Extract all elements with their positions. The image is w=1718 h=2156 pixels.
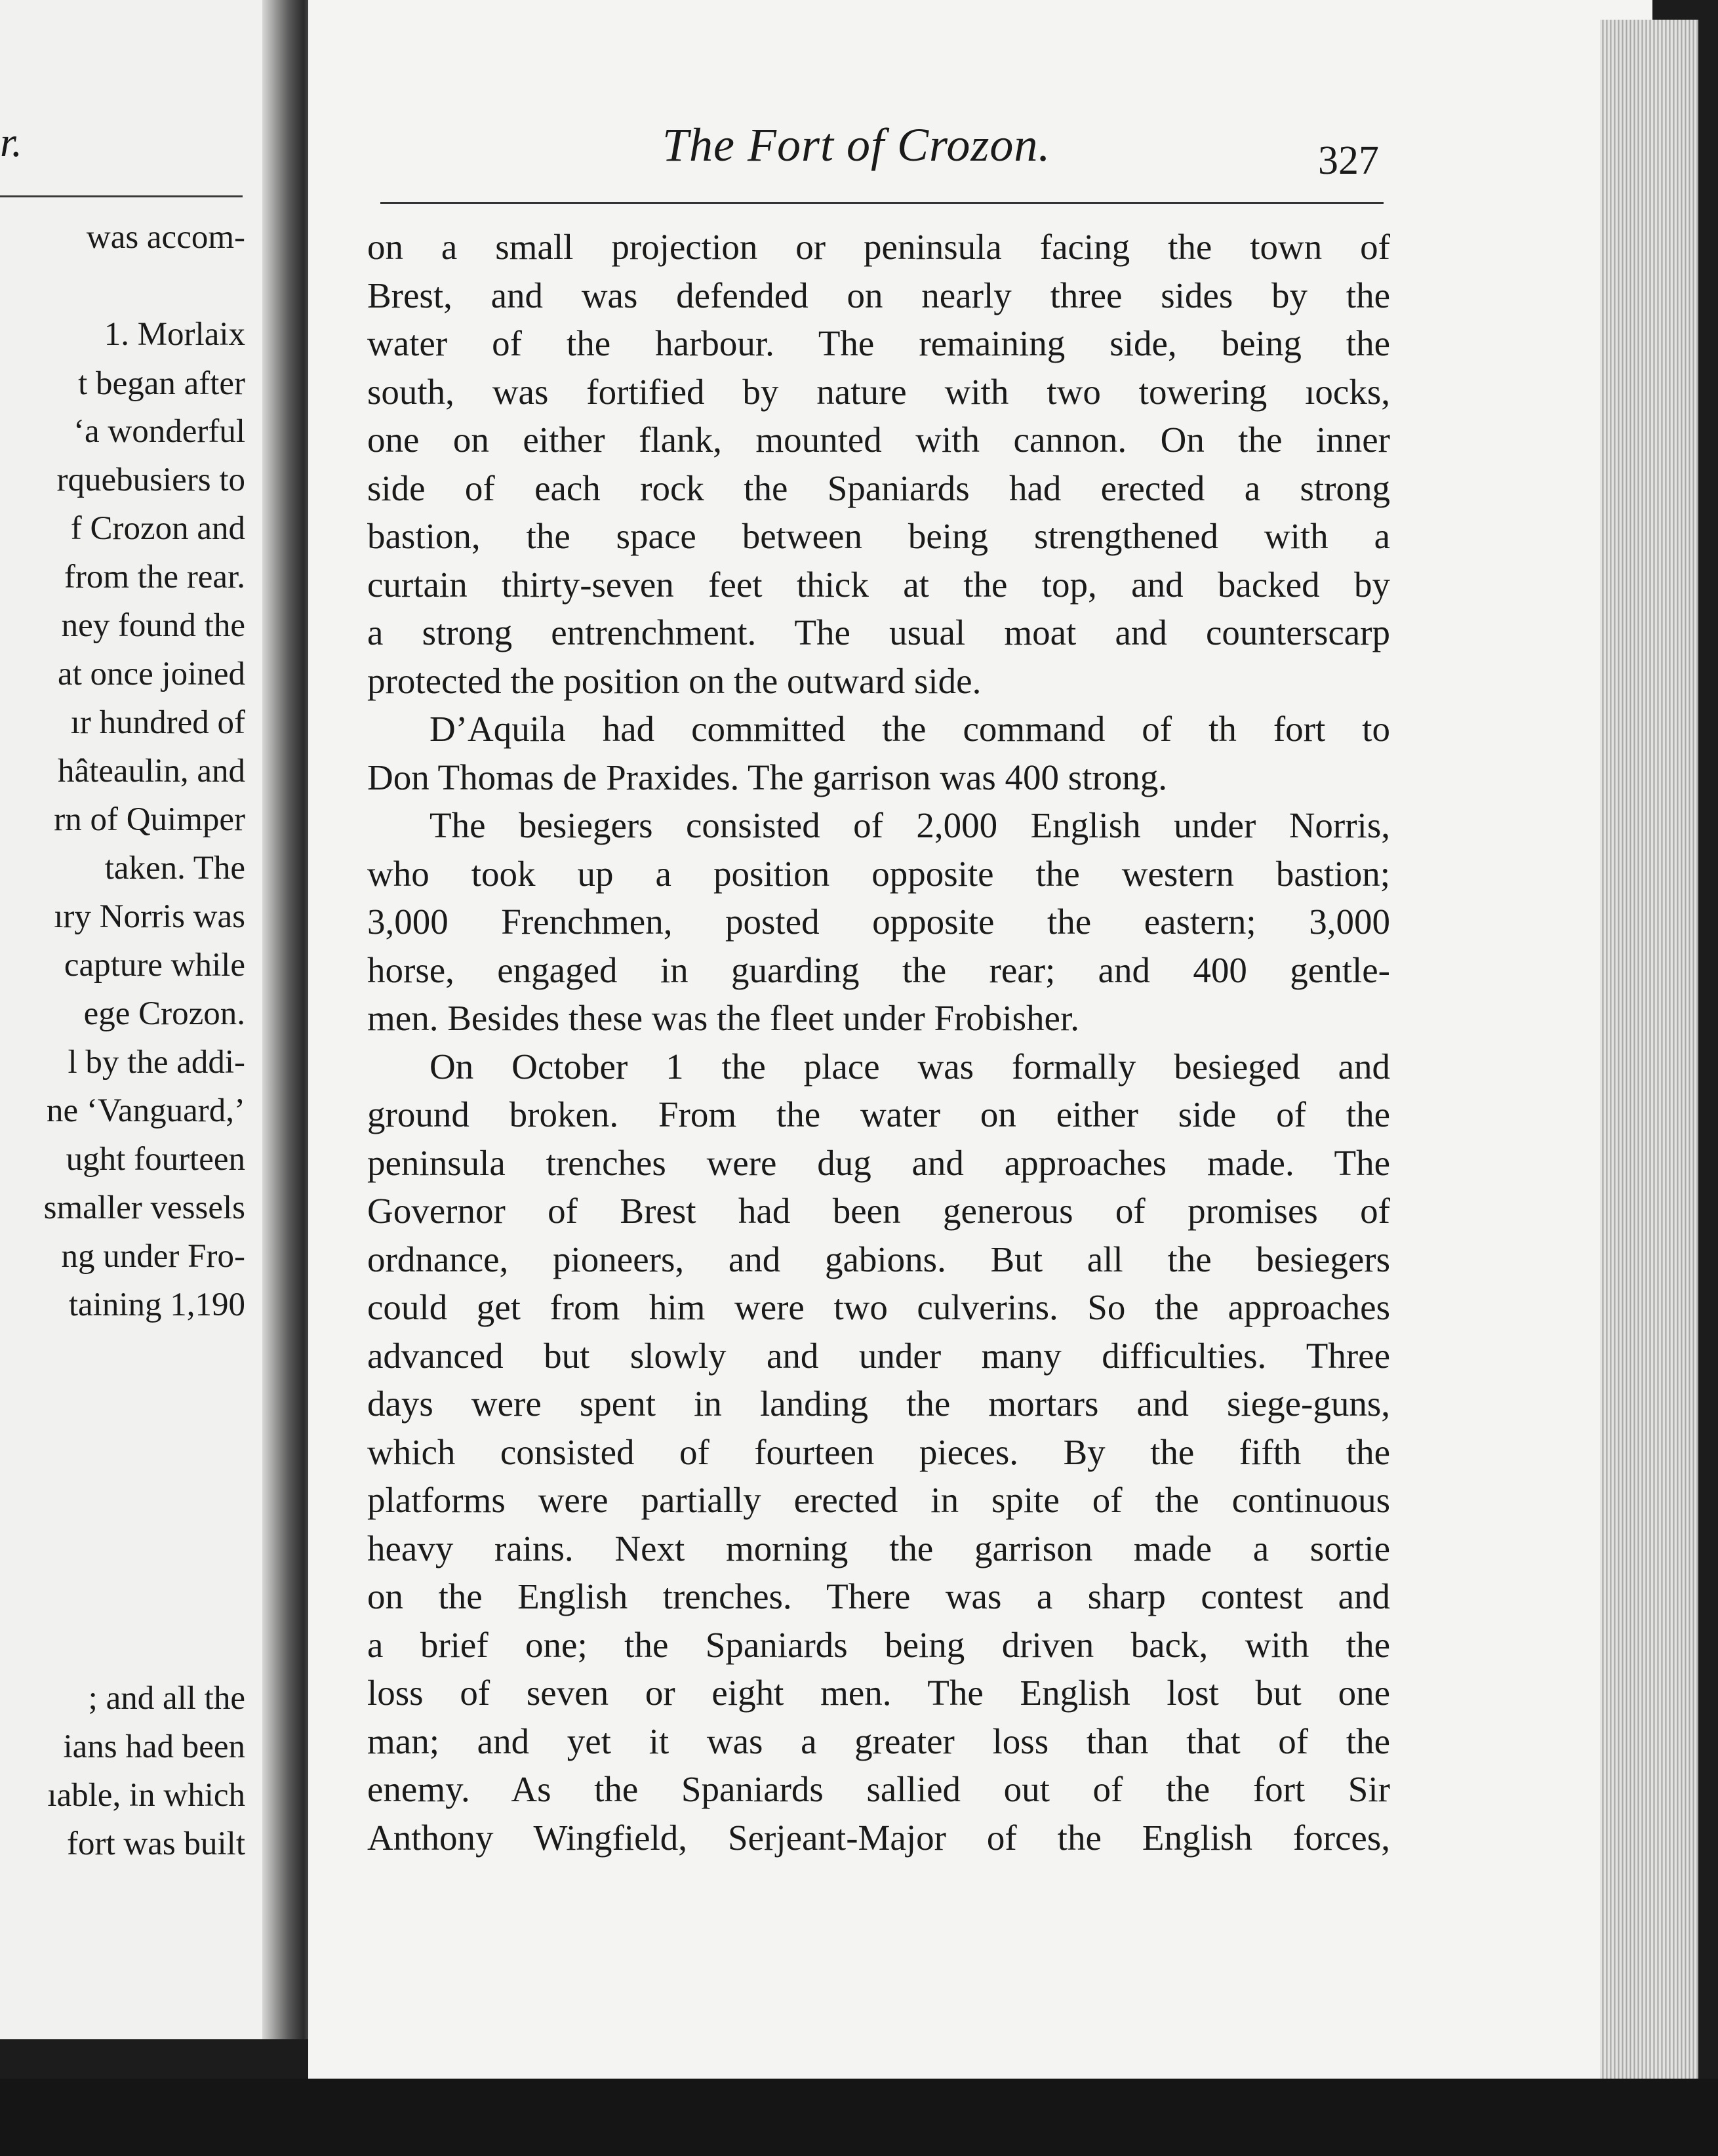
text-line: loss of seven or eight men. The English lost but one	[367, 1673, 1390, 1713]
text-line: water of the harbour. The remaining side, being the	[367, 323, 1390, 363]
page-edges	[1600, 20, 1698, 2085]
running-head: The Fort of Crozon.	[662, 119, 1051, 171]
text-line: ordnance, pioneers, and gabions. But all the besiegers	[367, 1239, 1390, 1279]
text-line: ground broken. From the water on either side of the	[367, 1094, 1390, 1134]
text-line: On October 1 the place was formally besieged and	[429, 1046, 1390, 1087]
left-text-line: taining 1,190	[68, 1287, 245, 1323]
text-line: curtain thirty-seven feet thick at the top, and backed by	[367, 564, 1390, 605]
text-line: The besiegers consisted of 2,000 English under Norris,	[429, 805, 1390, 845]
left-text-line: taken. The	[104, 850, 245, 887]
text-line: man; and yet it was a greater loss than that of the	[367, 1721, 1390, 1761]
left-text-line: ne ‘Vanguard,’	[46, 1092, 245, 1129]
text-line: a brief one; the Spaniards being driven back, with the	[367, 1624, 1390, 1665]
left-text-line: 1. Morlaix	[104, 316, 245, 353]
left-text-line: f Crozon and	[70, 510, 245, 547]
text-line: Brest, and was defended on nearly three sides by the	[367, 275, 1390, 315]
scan-bottom-shadow	[0, 2079, 1718, 2156]
left-text-line: ıry Norris was	[54, 898, 245, 935]
left-text-line: ; and all the	[88, 1680, 245, 1717]
text-line: Governor of Brest had been generous of promises of	[367, 1191, 1390, 1231]
text-line: one on either flank, mounted with cannon. On the inner	[367, 420, 1390, 460]
text-line: south, was fortified by nature with two towering ıocks,	[367, 371, 1390, 412]
left-head-rule	[0, 195, 243, 197]
text-line: men. Besides these was the fleet under Frobisher.	[367, 998, 1079, 1038]
text-line: enemy. As the Spaniards sallied out of the fort Sir	[367, 1769, 1390, 1809]
head-rule	[380, 202, 1384, 204]
text-line: on a small projection or peninsula facing the town of	[367, 227, 1390, 267]
left-text-line: was accom-	[86, 219, 245, 256]
left-text-line: from the rear.	[64, 559, 245, 595]
left-text-line: at once joined	[57, 656, 245, 692]
left-running-head-fragment: r.	[0, 119, 22, 165]
text-line: advanced but slowly and under many difficulties. Three	[367, 1335, 1390, 1376]
text-line: D’Aquila had committed the command of th fort to	[429, 709, 1390, 749]
text-line: Anthony Wingfield, Serjeant-Major of the English forces,	[367, 1817, 1390, 1858]
left-text-line: ıable, in which	[47, 1777, 245, 1814]
body-text	[367, 223, 1390, 1862]
left-text-line: capture while	[64, 947, 245, 984]
text-line: 3,000 Frenchmen, posted opposite the eastern; 3,000	[367, 902, 1390, 942]
left-text-line: ır hundred of	[70, 704, 245, 741]
text-line: which consisted of fourteen pieces. By the fifth the	[367, 1431, 1390, 1472]
text-line: side of each rock the Spaniards had erected a strong	[367, 468, 1390, 508]
text-line: horse, engaged in guarding the rear; and 400 gentle-	[367, 949, 1390, 990]
text-line: protected the position on the outward side.	[367, 660, 982, 701]
left-text-line: t began after	[78, 365, 245, 402]
text-line: who took up a position opposite the western bastion;	[367, 853, 1390, 894]
left-text-line: rn of Quimper	[54, 801, 245, 838]
left-text-line: fort was built	[67, 1826, 245, 1862]
text-line: peninsula trenches were dug and approaches made. The	[367, 1142, 1390, 1183]
text-line: a strong entrenchment. The usual moat and counterscarp	[367, 612, 1390, 652]
page-number: 327	[1318, 138, 1379, 183]
left-text-line: ught fourteen	[66, 1141, 245, 1178]
text-line: Don Thomas de Praxides. The garrison was 400 strong.	[367, 757, 1168, 797]
text-line: bastion, the space between being strengthened with a	[367, 516, 1390, 556]
left-text-line: ege Crozon.	[83, 995, 245, 1032]
left-text-line: ians had been	[63, 1728, 245, 1765]
left-text-line: ‘a wonderful	[73, 413, 245, 450]
text-line: could get from him were two culverins. So the approaches	[367, 1287, 1390, 1327]
left-text-line: ng under Fro-	[61, 1238, 245, 1275]
left-text-line: smaller vessels	[43, 1189, 245, 1226]
text-line: platforms were partially erected in spite of the continuous	[367, 1480, 1390, 1520]
left-text-line: ney found the	[61, 607, 245, 644]
left-page	[0, 0, 282, 2039]
left-text-line: rquebusiers to	[56, 462, 245, 498]
left-text-line: l by the addi-	[68, 1044, 245, 1081]
text-line: days were spent in landing the mortars and siege-guns,	[367, 1384, 1390, 1424]
text-line: on the English trenches. There was a sharp contest and	[367, 1576, 1390, 1616]
left-text-line: hâteaulin, and	[57, 753, 245, 789]
text-line: heavy rains. Next morning the garrison made a sortie	[367, 1528, 1390, 1568]
